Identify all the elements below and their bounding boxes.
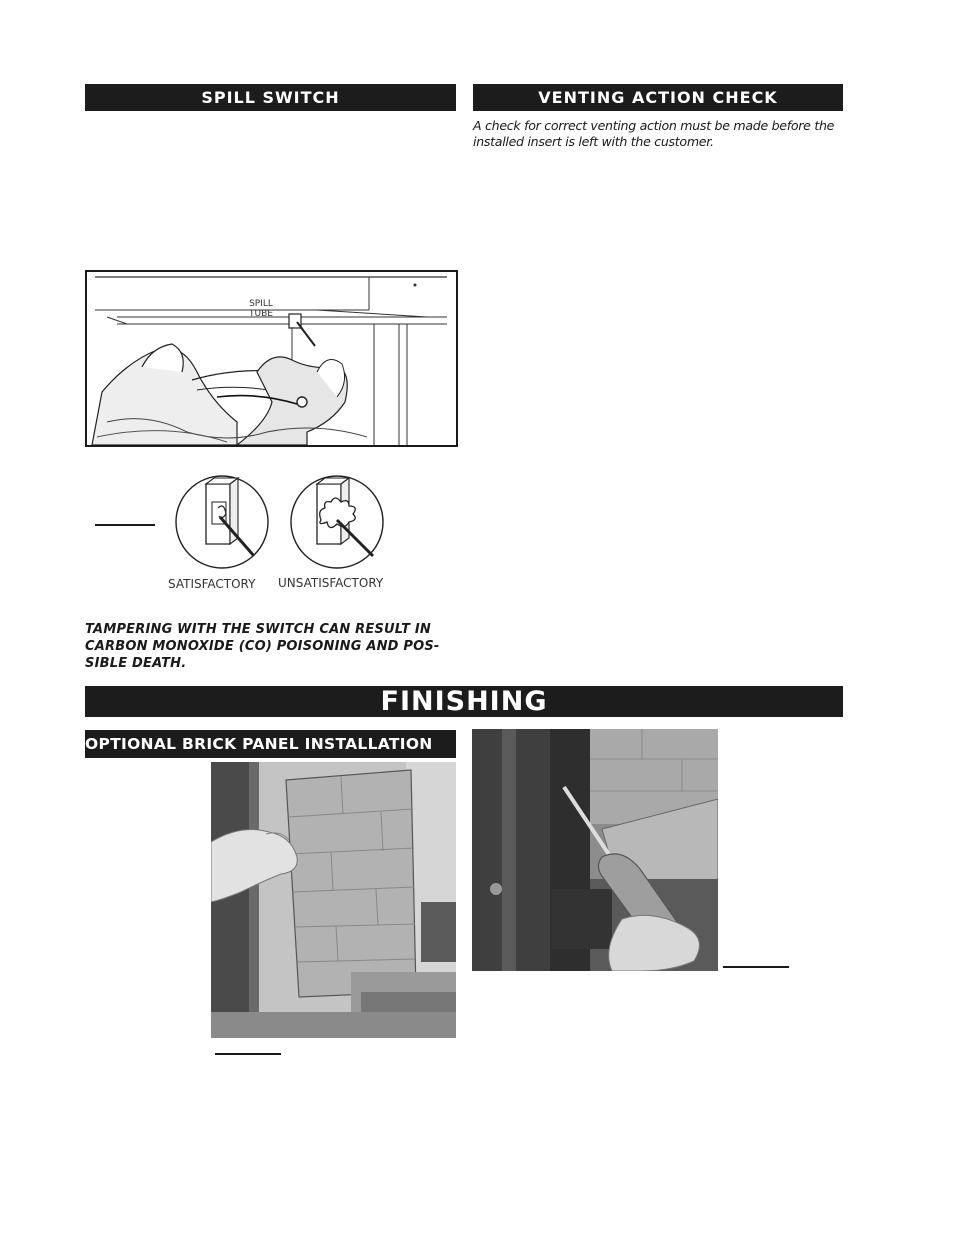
spill-switch-heading: SPILL SWITCH [85,84,456,111]
brick-panel-photo-image [211,762,456,1038]
brick-panel-photo [211,762,456,1038]
spill-tube-label: SPILL TUBE [249,299,273,319]
brick-panel-figure-rule [215,1053,281,1055]
figure-caption-rule [95,524,155,526]
brick-panel-heading: OPTIONAL BRICK PANEL INSTALLATION [85,730,456,758]
screwdriver-photo-image [472,729,718,971]
satisfactory-label: SATISFACTORY [168,577,256,591]
spill-tube-illustration [87,272,456,445]
unsatisfactory-flame-icon [287,472,387,572]
unsatisfactory-label: UNSATISFACTORY [278,576,384,590]
unsatisfactory-flame-diagram [287,472,387,572]
screwdriver-figure-rule [723,966,789,968]
satisfactory-flame-diagram [172,472,272,572]
tampering-warning: TAMPERING WITH THE SWITCH CAN RESULT IN CARBON MONOXIDE (CO) POISONING AND POS-SIBLE DEATH. [85,622,440,671]
venting-check-text: A check for correct venting action must be made before the installed insert is left with the customer. [473,118,835,149]
spill-tube-diagram [85,270,458,447]
finishing-heading: FINISHING [85,686,843,717]
venting-action-check-heading: VENTING ACTION CHECK [473,84,843,111]
satisfactory-flame-icon [172,472,272,572]
screwdriver-photo [472,729,718,971]
